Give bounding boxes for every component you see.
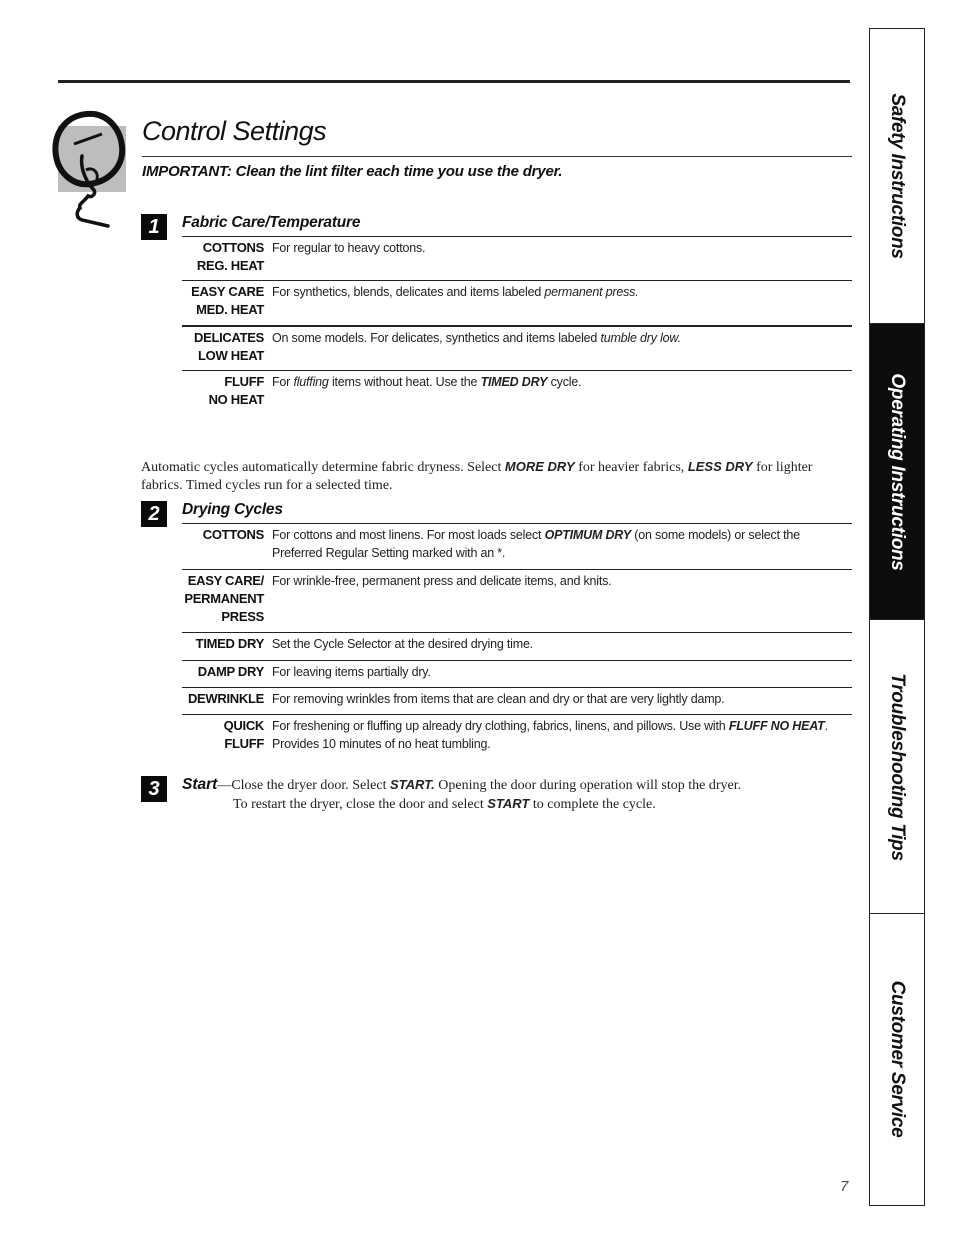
table-row bbox=[182, 714, 852, 760]
table-row bbox=[182, 660, 852, 687]
setting-label: COTTONS REG. HEAT bbox=[196, 240, 264, 273]
table-row bbox=[182, 523, 852, 569]
cycle-description: For leaving items partially dry. bbox=[272, 665, 431, 679]
cycle-description: Set the Cycle Selector at the desired drying time. bbox=[272, 637, 533, 651]
important-note: IMPORTANT: Clean the lint filter each time you use the dryer. bbox=[142, 163, 563, 180]
setting-description: For regular to heavy cottons. bbox=[272, 241, 426, 255]
setting-label: DELICATES LOW HEAT bbox=[193, 330, 264, 363]
cycle-description: For freshening or fluffing up already dry clothing, fabrics, linens, and pillows. Use with FLUFF NO HEAT. Provides 10 minutes of no heat tumbling. bbox=[272, 719, 828, 751]
table-row bbox=[182, 569, 852, 632]
cycle-description: For wrinkle-free, permanent press and delicate items, and knits. bbox=[272, 574, 612, 588]
tab-operating-instructions[interactable]: Operating Instructions bbox=[870, 324, 924, 620]
cycle-label: DAMP DRY bbox=[197, 664, 264, 679]
hand-dial-icon bbox=[50, 108, 130, 228]
cycle-label: EASY CARE/ PERMANENT PRESS bbox=[184, 573, 264, 624]
cycle-label: QUICK FLUFF bbox=[223, 718, 264, 751]
table-row bbox=[182, 236, 852, 280]
table-row bbox=[182, 370, 852, 414]
start-instructions: Start—Close the dryer door. Select START. Opening the door during operation will stop the dryer. To restart the dryer, close the door and select START to complete the cycle. bbox=[182, 776, 742, 812]
automatic-cycles-paragraph: Automatic cycles automatically determine fabric dryness. Select MORE DRY for heavier fabrics, LESS DRY for lighter fabrics. Timed cycles run for a selected time. bbox=[141, 459, 813, 493]
cycle-label: COTTONS bbox=[202, 527, 264, 542]
step-1-badge: 1 bbox=[141, 214, 167, 240]
tab-customer-service[interactable]: Customer Service bbox=[887, 980, 908, 1138]
setting-label: FLUFF NO HEAT bbox=[208, 374, 264, 407]
fabric-care-table bbox=[182, 236, 852, 414]
section-tabs bbox=[869, 28, 925, 1206]
start-heading: Start bbox=[182, 776, 218, 793]
setting-description: For fluffing items without heat. Use the TIMED DRY cycle. bbox=[272, 375, 582, 389]
top-rule bbox=[58, 80, 850, 83]
step-3-badge: 3 bbox=[141, 776, 167, 802]
table-row bbox=[182, 280, 852, 325]
table-row bbox=[182, 687, 852, 714]
page-title: Control Settings bbox=[142, 116, 327, 146]
tab-safety-instructions[interactable]: Safety Instructions bbox=[870, 29, 924, 324]
step-2-badge: 2 bbox=[141, 501, 167, 527]
page-number: 7 bbox=[840, 1178, 849, 1195]
setting-description: On some models. For delicates, synthetics and items labeled tumble dry low. bbox=[272, 331, 681, 345]
drying-cycles-heading: Drying Cycles bbox=[182, 501, 283, 518]
setting-label: EASY CARE MED. HEAT bbox=[191, 284, 264, 317]
table-row bbox=[182, 632, 852, 660]
title-rule bbox=[142, 156, 852, 157]
tab-troubleshooting-tips[interactable]: Troubleshooting Tips bbox=[870, 620, 924, 914]
table-row bbox=[182, 325, 852, 370]
cycle-description: For cottons and most linens. For most loads select OPTIMUM DRY (on some models) or select the Preferred Regular Setting marked with an *. bbox=[272, 528, 800, 560]
cycle-label: TIMED DRY bbox=[195, 636, 264, 651]
cycle-description: For removing wrinkles from items that are clean and dry or that are very lightly damp. bbox=[272, 692, 725, 706]
fabric-care-heading: Fabric Care/Temperature bbox=[182, 214, 361, 231]
drying-cycles-table bbox=[182, 523, 852, 760]
setting-description: For synthetics, blends, delicates and items labeled permanent press. bbox=[272, 285, 639, 299]
cycle-label: DEWRINKLE bbox=[187, 691, 264, 706]
